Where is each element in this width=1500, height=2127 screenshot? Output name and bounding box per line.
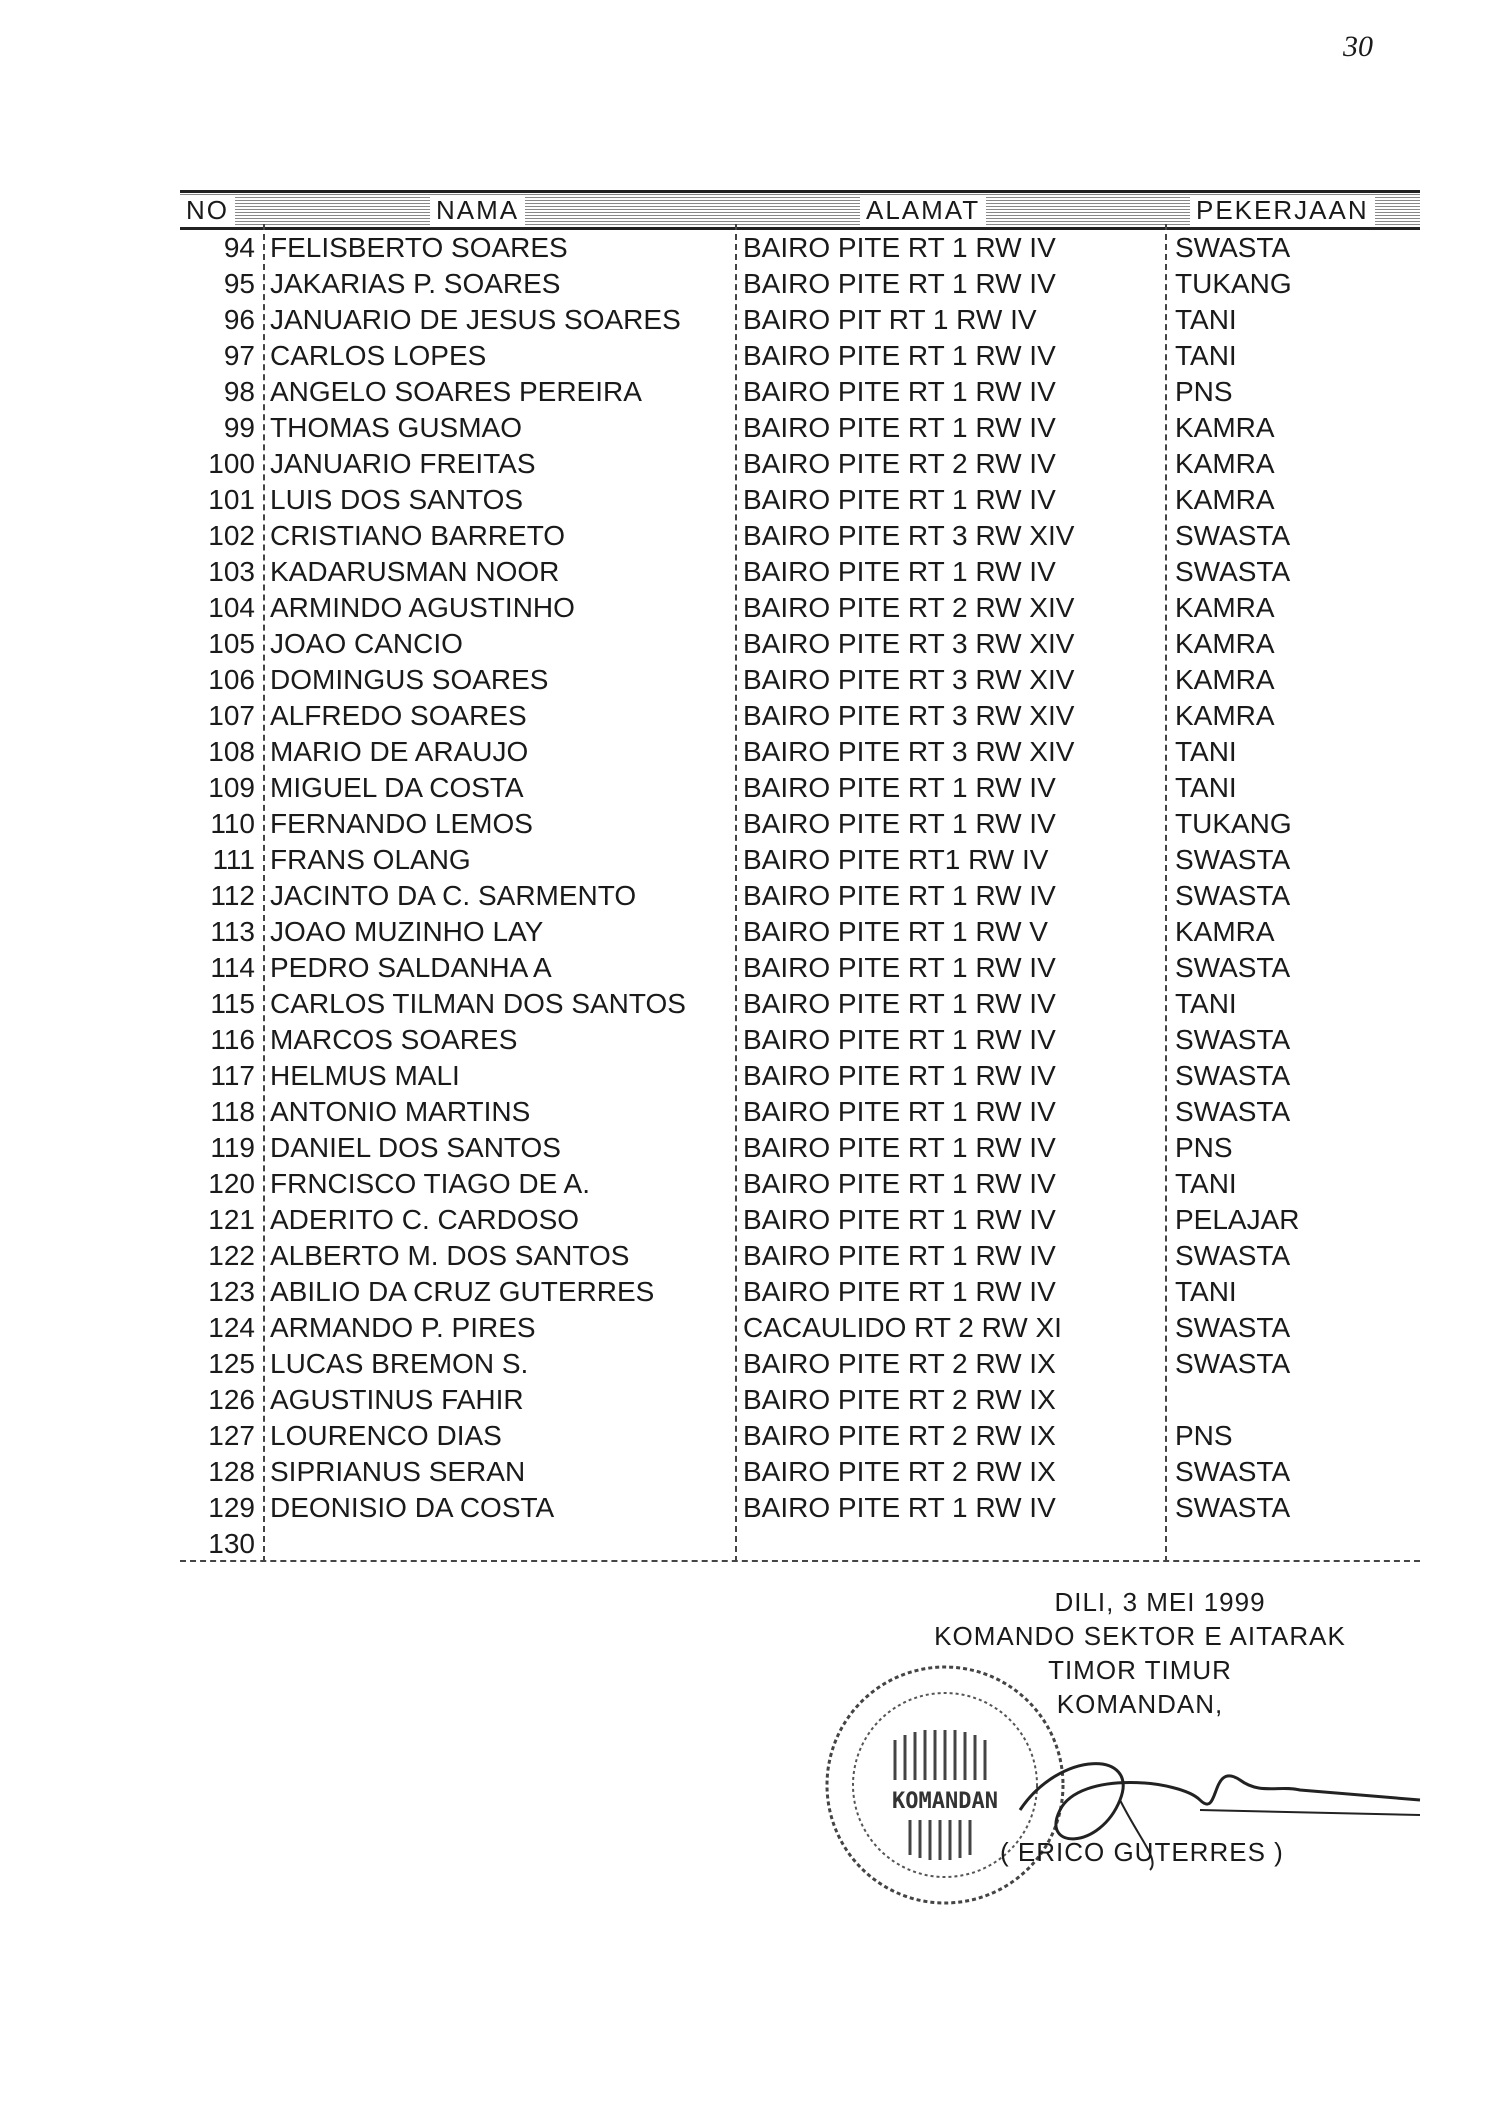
table-bottom-rule: [180, 1560, 1420, 1562]
row-address: BAIRO PITE RT 1 RW IV: [743, 1024, 1056, 1055]
row-occupation: PELAJAR: [1175, 1204, 1300, 1235]
row-occupation: KAMRA: [1175, 664, 1275, 695]
row-name: JAKARIAS P. SOARES: [270, 268, 561, 299]
row-address: BAIRO PITE RT 1 RW IV: [743, 1132, 1056, 1163]
row-number: 109: [208, 772, 255, 803]
row-name: HELMUS MALI: [270, 1060, 460, 1091]
row-address: BAIRO PITE RT 1 RW IV: [743, 376, 1056, 407]
row-occupation: TANI: [1175, 340, 1237, 371]
row-address: BAIRO PITE RT 1 RW IV: [743, 880, 1056, 911]
row-address: BAIRO PITE RT 1 RW IV: [743, 1060, 1056, 1091]
column-divider: [1165, 224, 1167, 1562]
row-address: BAIRO PITE RT 1 RW IV: [743, 808, 1056, 839]
row-number: 128: [208, 1456, 255, 1487]
table-row: [180, 518, 1420, 554]
row-name: FERNANDO LEMOS: [270, 808, 533, 839]
row-number: 119: [210, 1132, 255, 1163]
row-name: MARCOS SOARES: [270, 1024, 518, 1055]
row-number: 127: [208, 1420, 255, 1451]
row-name: ARMANDO P. PIRES: [270, 1312, 536, 1343]
row-address: BAIRO PITE RT 1 RW IV: [743, 772, 1056, 803]
row-number: 101: [208, 484, 255, 515]
row-name: CRISTIANO BARRETO: [270, 520, 566, 551]
row-number: 120: [208, 1168, 255, 1199]
signature-block: [880, 1585, 1400, 1867]
row-number: 111: [212, 844, 255, 875]
row-name: FRANS OLANG: [270, 844, 471, 875]
row-address: BAIRO PITE RT1 RW IV: [743, 844, 1049, 875]
row-occupation: SWASTA: [1175, 1312, 1291, 1343]
table-row: [180, 1274, 1420, 1310]
row-number: 104: [208, 592, 255, 623]
table-row: [180, 842, 1420, 878]
row-number: 117: [210, 1060, 255, 1091]
row-occupation: TANI: [1175, 988, 1237, 1019]
row-name: ALFREDO SOARES: [270, 700, 527, 731]
row-occupation: TANI: [1175, 772, 1237, 803]
row-name: JANUARIO DE JESUS SOARES: [270, 304, 681, 335]
table-row: [180, 302, 1420, 338]
row-address: BAIRO PITE RT 1 RW IV: [743, 556, 1056, 587]
row-number: 107: [208, 700, 255, 731]
row-address: BAIRO PITE RT 1 RW IV: [743, 952, 1056, 983]
row-number: 105: [208, 628, 255, 659]
row-address: BAIRO PITE RT 2 RW XIV: [743, 592, 1075, 623]
row-number: 98: [223, 376, 255, 407]
row-address: BAIRO PITE RT 1 RW IV: [743, 340, 1056, 371]
table-row: [180, 1526, 1420, 1562]
row-address: BAIRO PITE RT 3 RW XIV: [743, 628, 1075, 659]
table-row: [180, 626, 1420, 662]
row-number: 116: [210, 1024, 255, 1055]
row-number: 102: [208, 520, 255, 551]
row-number: 97: [223, 340, 255, 371]
row-name: JOAO MUZINHO LAY: [270, 916, 544, 947]
row-occupation: SWASTA: [1175, 1096, 1291, 1127]
row-occupation: SWASTA: [1175, 520, 1291, 551]
header-no: NO: [180, 195, 235, 226]
row-occupation: SWASTA: [1175, 1456, 1291, 1487]
row-address: BAIRO PITE RT 1 RW IV: [743, 988, 1056, 1019]
row-address: BAIRO PITE RT 2 RW IX: [743, 1420, 1056, 1451]
table-row: [180, 1166, 1420, 1202]
table-header: [180, 190, 1420, 230]
row-address: BAIRO PITE RT 3 RW XIV: [743, 700, 1075, 731]
row-occupation: SWASTA: [1175, 844, 1291, 875]
row-occupation: KAMRA: [1175, 916, 1275, 947]
signature-place-date: DILI, 3 MEI 1999: [1054, 1587, 1266, 1617]
row-number: 114: [210, 952, 255, 983]
row-number: 106: [208, 664, 255, 695]
row-address: BAIRO PITE RT 1 RW V: [743, 916, 1048, 947]
row-occupation: SWASTA: [1175, 1348, 1291, 1379]
table-row: [180, 950, 1420, 986]
row-number: 103: [208, 556, 255, 587]
row-occupation: TANI: [1175, 1168, 1237, 1199]
table-row: [180, 1490, 1420, 1526]
row-occupation: SWASTA: [1175, 952, 1291, 983]
row-occupation: PNS: [1175, 376, 1233, 407]
row-occupation: TANI: [1175, 736, 1237, 767]
table-row: [180, 806, 1420, 842]
table-row: [180, 410, 1420, 446]
table-row: [180, 590, 1420, 626]
row-name: LUIS DOS SANTOS: [270, 484, 524, 515]
row-name: LOURENCO DIAS: [270, 1420, 502, 1451]
row-address: BAIRO PITE RT 2 RW IV: [743, 448, 1056, 479]
row-number: 100: [208, 448, 255, 479]
table-row: [180, 1238, 1420, 1274]
row-address: BAIRO PITE RT 1 RW IV: [743, 1276, 1056, 1307]
row-address: BAIRO PITE RT 2 RW IX: [743, 1348, 1056, 1379]
row-occupation: PNS: [1175, 1132, 1233, 1163]
table-row: [180, 986, 1420, 1022]
row-address: BAIRO PITE RT 3 RW XIV: [743, 736, 1075, 767]
row-name: DOMINGUS SOARES: [270, 664, 549, 695]
row-occupation: KAMRA: [1175, 448, 1275, 479]
row-address: BAIRO PITE RT 1 RW IV: [743, 1240, 1056, 1271]
row-number: 121: [208, 1204, 255, 1235]
row-address: BAIRO PITE RT 1 RW IV: [743, 412, 1056, 443]
row-name: CARLOS TILMAN DOS SANTOS: [270, 988, 686, 1019]
table-row: [180, 374, 1420, 410]
signature-line-2: TIMOR TIMUR: [1048, 1655, 1232, 1685]
table-row: [180, 266, 1420, 302]
table-row: [180, 1454, 1420, 1490]
row-address: BAIRO PITE RT 2 RW IX: [743, 1456, 1056, 1487]
row-number: 129: [208, 1492, 255, 1523]
row-name: MIGUEL DA COSTA: [270, 772, 524, 803]
row-name: SIPRIANUS SERAN: [270, 1456, 526, 1487]
row-address: BAIRO PIT RT 1 RW IV: [743, 304, 1037, 335]
row-name: PEDRO SALDANHA A: [270, 952, 552, 983]
row-name: LUCAS BREMON S.: [270, 1348, 529, 1379]
row-number: 110: [210, 808, 255, 839]
row-name: JANUARIO FREITAS: [270, 448, 536, 479]
member-table: [180, 190, 1420, 1562]
row-number: 125: [208, 1348, 255, 1379]
row-name: KADARUSMAN NOOR: [270, 556, 560, 587]
signature-name: ( ERICO GUTERRES ): [1000, 1837, 1284, 1867]
table-row: [180, 1310, 1420, 1346]
row-occupation: SWASTA: [1175, 1492, 1291, 1523]
column-divider: [735, 224, 737, 1562]
table-row: [180, 914, 1420, 950]
table-row: [180, 1418, 1420, 1454]
row-name: FELISBERTO SOARES: [270, 232, 568, 263]
table-row: [180, 482, 1420, 518]
row-occupation: KAMRA: [1175, 412, 1275, 443]
row-name: DEONISIO DA COSTA: [270, 1492, 555, 1523]
row-name: DANIEL DOS SANTOS: [270, 1132, 561, 1163]
header-pekerjaan: PEKERJAAN: [1190, 195, 1375, 226]
row-address: BAIRO PITE RT 1 RW IV: [743, 1168, 1056, 1199]
signature-line-1: KOMANDO SEKTOR E AITARAK: [934, 1621, 1346, 1651]
row-occupation: SWASTA: [1175, 1240, 1291, 1271]
table-row: [180, 1202, 1420, 1238]
row-occupation: TANI: [1175, 1276, 1237, 1307]
row-occupation: SWASTA: [1175, 232, 1291, 263]
row-address: BAIRO PITE RT 1 RW IV: [743, 232, 1056, 263]
row-name: ADERITO C. CARDOSO: [270, 1204, 580, 1235]
row-occupation: KAMRA: [1175, 700, 1275, 731]
row-number: 123: [208, 1276, 255, 1307]
row-name: JOAO CANCIO: [270, 628, 463, 659]
row-name: CARLOS LOPES: [270, 340, 487, 371]
row-occupation: KAMRA: [1175, 628, 1275, 659]
row-occupation: TUKANG: [1175, 268, 1292, 299]
table-row: [180, 1130, 1420, 1166]
table-row: [180, 554, 1420, 590]
row-occupation: SWASTA: [1175, 1024, 1291, 1055]
row-number: 126: [208, 1384, 255, 1415]
table-row: [180, 446, 1420, 482]
row-name: ANGELO SOARES PEREIRA: [270, 376, 642, 407]
row-name: ABILIO DA CRUZ GUTERRES: [270, 1276, 655, 1307]
row-address: BAIRO PITE RT 3 RW XIV: [743, 664, 1075, 695]
row-occupation: SWASTA: [1175, 1060, 1291, 1091]
row-name: MARIO DE ARAUJO: [270, 736, 529, 767]
row-address: BAIRO PITE RT 1 RW IV: [743, 1096, 1056, 1127]
table-row: [180, 878, 1420, 914]
header-nama: NAMA: [430, 195, 525, 226]
table-row: [180, 734, 1420, 770]
row-name: JACINTO DA C. SARMENTO: [270, 880, 637, 911]
row-number: 130: [208, 1528, 255, 1559]
table-row: [180, 1022, 1420, 1058]
row-number: 94: [223, 232, 255, 263]
row-number: 115: [210, 988, 255, 1019]
table-row: [180, 770, 1420, 806]
row-number: 96: [223, 304, 255, 335]
row-occupation: PNS: [1175, 1420, 1233, 1451]
row-address: BAIRO PITE RT 1 RW IV: [743, 484, 1056, 515]
row-address: BAIRO PITE RT 3 RW XIV: [743, 520, 1075, 551]
page-number: 30: [1343, 30, 1373, 63]
table-row: [180, 230, 1420, 266]
row-number: 113: [210, 916, 255, 947]
table-row: [180, 1346, 1420, 1382]
table-row: [180, 662, 1420, 698]
signature-line-3: KOMANDAN,: [1056, 1689, 1224, 1719]
row-address: BAIRO PITE RT 1 RW IV: [743, 1204, 1056, 1235]
row-number: 99: [223, 412, 255, 443]
row-address: CACAULIDO RT 2 RW XI: [743, 1312, 1062, 1343]
table-row: [180, 1058, 1420, 1094]
row-number: 122: [208, 1240, 255, 1271]
row-name: ANTONIO MARTINS: [270, 1096, 531, 1127]
stamp-text: KOMANDAN: [892, 1789, 998, 1814]
row-number: 118: [210, 1096, 255, 1127]
row-name: FRNCISCO TIAGO DE A.: [270, 1168, 590, 1199]
row-occupation: TANI: [1175, 304, 1237, 335]
row-occupation: TUKANG: [1175, 808, 1292, 839]
table-row: [180, 698, 1420, 734]
row-occupation: KAMRA: [1175, 484, 1275, 515]
row-name: AGUSTINUS FAHIR: [270, 1384, 524, 1415]
column-divider: [263, 224, 265, 1562]
row-number: 112: [210, 880, 255, 911]
row-occupation: KAMRA: [1175, 592, 1275, 623]
row-name: THOMAS GUSMAO: [270, 412, 523, 443]
row-address: BAIRO PITE RT 2 RW IX: [743, 1384, 1056, 1415]
header-alamat: ALAMAT: [860, 195, 986, 226]
table-body: [180, 230, 1420, 1562]
table-row: [180, 1094, 1420, 1130]
table-row: [180, 338, 1420, 374]
row-occupation: SWASTA: [1175, 556, 1291, 587]
row-name: ALBERTO M. DOS SANTOS: [270, 1240, 630, 1271]
row-address: BAIRO PITE RT 1 RW IV: [743, 1492, 1056, 1523]
row-number: 124: [208, 1312, 255, 1343]
row-address: BAIRO PITE RT 1 RW IV: [743, 268, 1056, 299]
row-number: 108: [208, 736, 255, 767]
row-number: 95: [223, 268, 255, 299]
row-name: ARMINDO AGUSTINHO: [270, 592, 575, 623]
row-occupation: SWASTA: [1175, 880, 1291, 911]
table-row: [180, 1382, 1420, 1418]
